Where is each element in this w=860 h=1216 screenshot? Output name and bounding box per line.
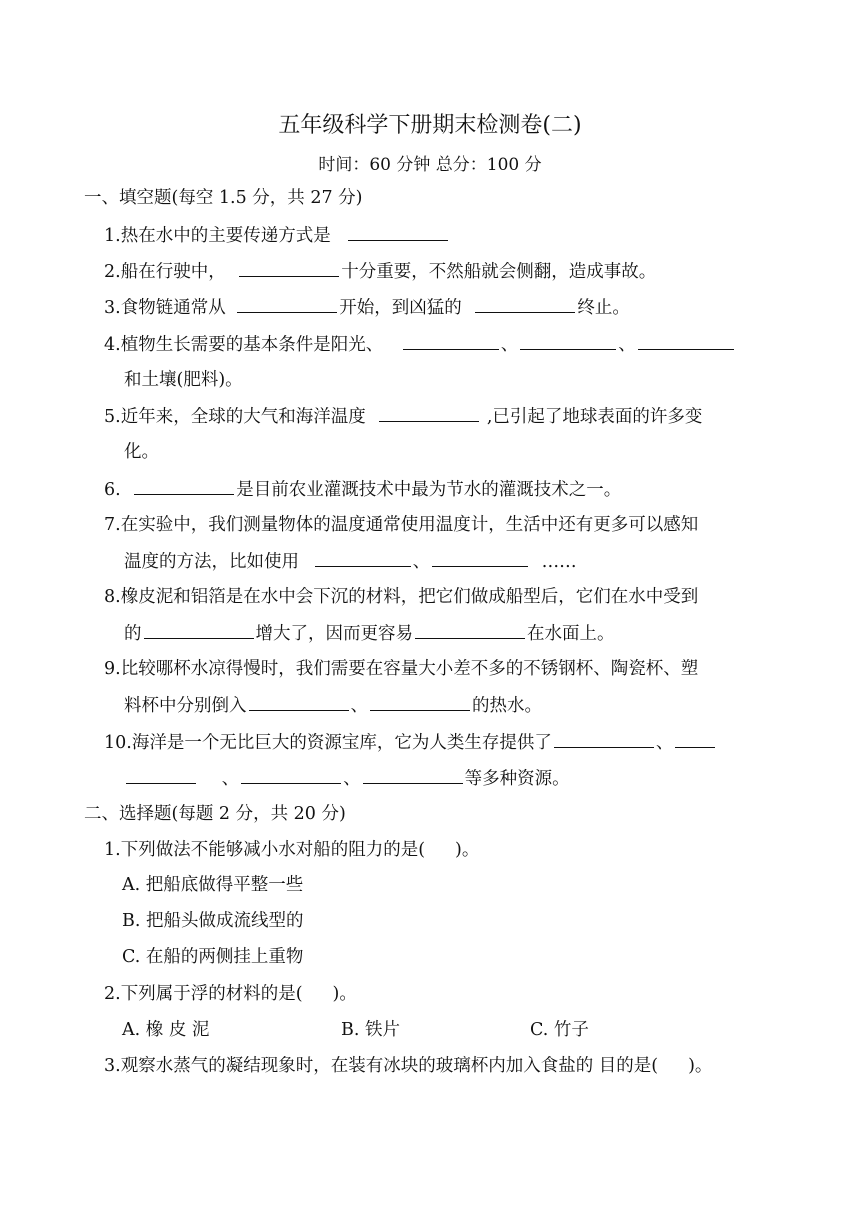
question-1-6	[104, 478, 621, 501]
q10-text-a: 10.海洋是一个无比巨大的资源宝库，它为人类生存提供了	[104, 733, 552, 753]
question-1-2	[104, 260, 656, 283]
question-1-8: 8.橡皮泥和铝箔是在水中会下沉的材料，把它们做成船型后，它们在水中受到	[104, 587, 699, 607]
page-title: 五年级科学下册期末检测卷(二)	[278, 113, 582, 138]
q2-3-stem: 3.观察水蒸气的凝结现象时，在装有冰块的玻璃杯内加入食盐的 目的是(	[104, 1056, 659, 1076]
q3-text-b: 开始，到凶猛的	[339, 298, 462, 318]
answer-blank[interactable]	[370, 694, 470, 711]
answer-blank[interactable]	[432, 550, 528, 567]
answer-blank[interactable]	[315, 550, 411, 567]
question-1-10	[104, 731, 717, 754]
question-1-5-cont: 化。	[124, 442, 159, 462]
answer-blank[interactable]	[675, 731, 715, 748]
q4-text-a: 4.植物生长需要的基本条件是阳光、	[104, 335, 384, 355]
question-1-7: 7.在实验中，我们测量物体的温度通常使用温度计，生活中还有更多可以感知	[104, 515, 699, 535]
q8-text-d: 在水面上。	[527, 624, 615, 644]
question-1-5	[104, 405, 702, 428]
answer-blank[interactable]	[554, 731, 654, 748]
question-2-1	[104, 839, 479, 861]
question-1-8-cont	[124, 622, 615, 645]
q6-text-b: 是目前农业灌溉技术中最为节水的灌溉技术之一。	[236, 480, 622, 500]
answer-blank[interactable]	[475, 296, 575, 313]
option-c[interactable]: C. 在船的两侧挂上重物	[122, 947, 304, 967]
answer-blank[interactable]	[249, 694, 349, 711]
answer-blank[interactable]	[520, 333, 616, 350]
section2-heading: 二、选择题(每题 2 分，共 20 分)	[84, 804, 346, 824]
q2-1-stem: 1.下列做法不能够减小水对船的阻力的是(	[104, 840, 426, 860]
separator: 、	[618, 335, 636, 355]
q7-text-b: 温度的方法，比如使用	[124, 552, 299, 572]
q5-text-a: 5.近年来，全球的大气和海洋温度	[104, 407, 366, 427]
option-a[interactable]: A. 把船底做得平整一些	[122, 875, 304, 895]
question-1-1	[104, 224, 450, 247]
separator: 、	[500, 335, 519, 355]
q8-text-c: 增大了，因而更容易	[255, 624, 413, 644]
q2-text-a: 2.船在行驶中，	[104, 262, 226, 282]
answer-blank[interactable]	[379, 405, 479, 422]
option-a[interactable]: A. 橡 皮 泥	[122, 1020, 210, 1040]
q9-text-c: 的热水。	[472, 696, 542, 716]
q2-3-end: )。	[688, 1056, 713, 1076]
answer-blank[interactable]	[134, 478, 234, 495]
question-1-10-cont	[124, 767, 570, 790]
question-1-9: 9.比较哪杯水凉得慢时，我们需要在容量大小差不多的不锈钢杯、陶瓷杯、塑	[104, 659, 699, 679]
q6-text-a: 6.	[104, 480, 121, 500]
question-1-9-cont	[124, 694, 542, 717]
question-2-3	[104, 1055, 712, 1077]
answer-blank[interactable]	[239, 260, 339, 277]
question-1-3	[104, 296, 630, 319]
answer-blank[interactable]	[126, 767, 196, 784]
answer-blank[interactable]	[638, 333, 734, 350]
option-b[interactable]: B. 把船头做成流线型的	[122, 911, 304, 931]
q2-1-end: )。	[455, 840, 480, 860]
question-1-4	[104, 333, 736, 356]
separator: 、	[221, 769, 240, 789]
answer-blank[interactable]	[363, 767, 463, 784]
answer-blank[interactable]	[237, 296, 337, 313]
q5-text-b: ,已引起了地球表面的许多变	[486, 407, 703, 427]
question-2-2	[104, 983, 357, 1005]
question-1-4-cont: 和土壤(肥料)。	[124, 370, 243, 390]
section1-heading: 一、填空题(每空 1.5 分，共 27 分)	[84, 188, 363, 208]
q8-text-b: 的	[124, 624, 142, 644]
q2-text-b: 十分重要，不然船就会侧翻，造成事故。	[341, 262, 657, 282]
answer-blank[interactable]	[403, 333, 499, 350]
q10-text-b: 等多种资源。	[464, 769, 570, 789]
answer-blank[interactable]	[144, 622, 254, 639]
answer-blank[interactable]	[348, 224, 448, 241]
page-subtitle: 时间：60 分钟 总分：100 分	[318, 155, 542, 175]
q1-text: 1.热在水中的主要传递方式是	[104, 226, 331, 246]
q2-2-stem: 2.下列属于浮的材料的是(	[104, 984, 303, 1004]
q2-2-end: )。	[332, 984, 357, 1004]
separator: 、	[412, 552, 431, 572]
separator: 、	[350, 696, 368, 716]
answer-blank[interactable]	[241, 767, 341, 784]
answer-blank[interactable]	[415, 622, 525, 639]
q3-text-a: 3.食物链通常从	[104, 298, 226, 318]
option-c[interactable]: C. 竹子	[530, 1020, 589, 1040]
separator: 、	[655, 733, 674, 753]
option-b[interactable]: B. 铁片	[341, 1020, 400, 1040]
q3-text-c: 终止。	[577, 298, 630, 318]
q9-text-b: 料杯中分别倒入	[124, 696, 247, 716]
q7-text-c: ……	[541, 552, 577, 572]
separator: 、	[343, 769, 361, 789]
question-1-7-cont	[124, 550, 577, 573]
